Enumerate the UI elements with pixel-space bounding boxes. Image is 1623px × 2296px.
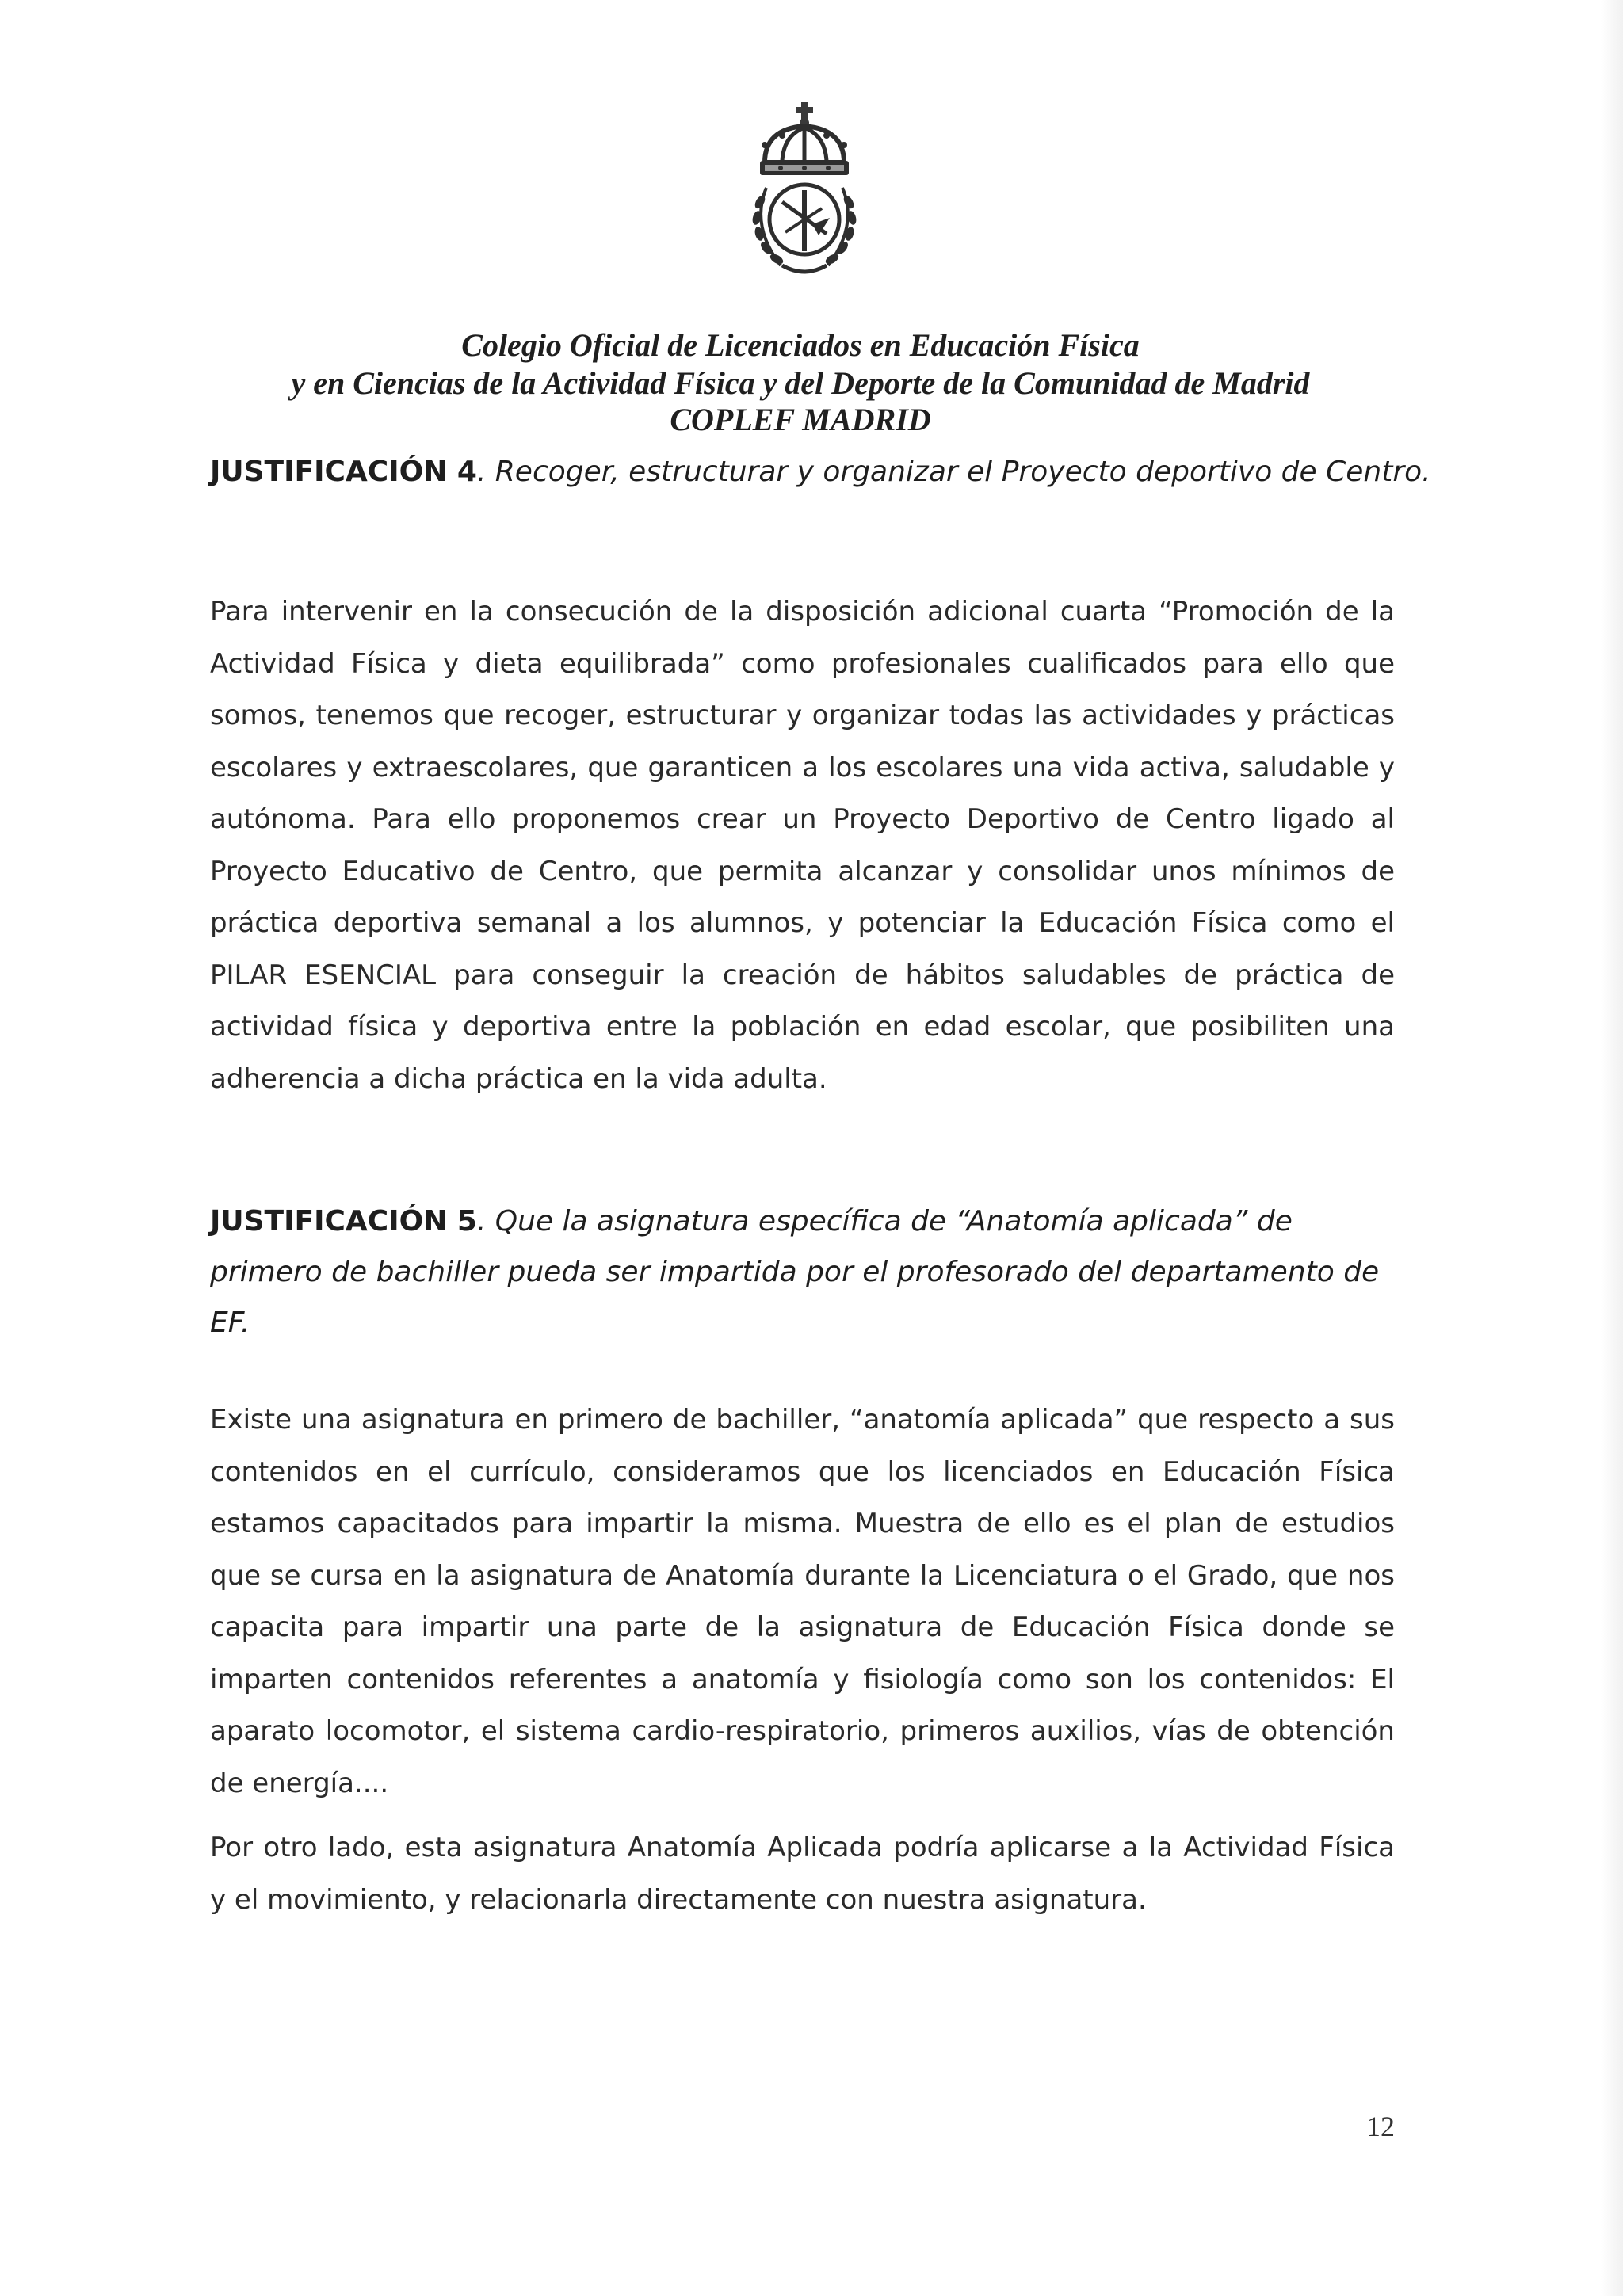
section-5-heading — [210, 1196, 1399, 1348]
section-4-heading — [210, 456, 1431, 488]
section-4-title: . Recoger, estructurar y organizar el Proyecto deportivo de Centro. — [476, 456, 1431, 488]
header-line-1: Colegio Oficial de Licenciados en Educación Física — [461, 327, 1140, 363]
section-5-label: JUSTIFICACIÓN 5 — [210, 1205, 477, 1238]
section-4-paragraph: Para intervenir en la consecución de la disposición adicional cuarta “Promoción de la Actividad Física y dieta equilibrada” como profesionales cualificados para ello que somos, tenemos que recoger, estructurar y organizar todas las actividades y prácticas escolares y extraescolares, que garanticen a los escolares una vida activa, saludable y autónoma. Para ello proponemos crear un Proyecto Deportivo de Centro ligado al Proyecto Educativo de Centro, que permita alcanzar y consolidar unos mínimos de práctica deportiva semanal a los alumnos, y potenciar la Educación Física como el PILAR ESENCIAL para conseguir la creación de hábitos saludables de práctica de actividad física y deportiva entre la población en edad escolar, que posibiliten una adherencia a dicha práctica en la vida adulta. — [210, 596, 1395, 1095]
header-line-3: COPLEF MADRID — [670, 402, 931, 437]
coat-of-arms-icon — [733, 99, 876, 289]
header-line-2: y en Ciencias de la Actividad Física y del Deporte de la Comunidad de Madrid — [291, 365, 1310, 401]
section-5-paragraph-1: Existe una asignatura en primero de bachiller, “anatomía aplicada” que respecto a sus contenidos en el currículo, consideramos que los licenciados en Educación Física estamos capacitados para impartir la misma. Muestra de ello es el plan de estudios que se cursa en la asignatura de Anatomía durante la Licenciatura o el Grado, que nos capacita para impartir una parte de la asignatura de Educación Física donde se imparten contenidos referentes a anatomía y fisiología como son los contenidos: El aparato locomotor, el sistema cardio-respiratorio, primeros auxilios, vías de obtención de energía.... — [210, 1404, 1395, 1799]
page-edge-shadow — [1601, 0, 1623, 2296]
page-number: 12 — [1366, 2111, 1395, 2142]
section-5-paragraph-2: Por otro lado, esta asignatura Anatomía Aplicada podría aplicarse a la Actividad Física y el movimiento, y relacionarla directamente con nuestra asignatura. — [210, 1832, 1395, 1916]
section-5-title: . Que la asignatura específica de “Anatomía aplicada” de primero de bachiller pueda ser impartida por el profesorado del departamento de EF. — [210, 1205, 1380, 1339]
section-4-label: JUSTIFICACIÓN 4 — [210, 456, 477, 488]
